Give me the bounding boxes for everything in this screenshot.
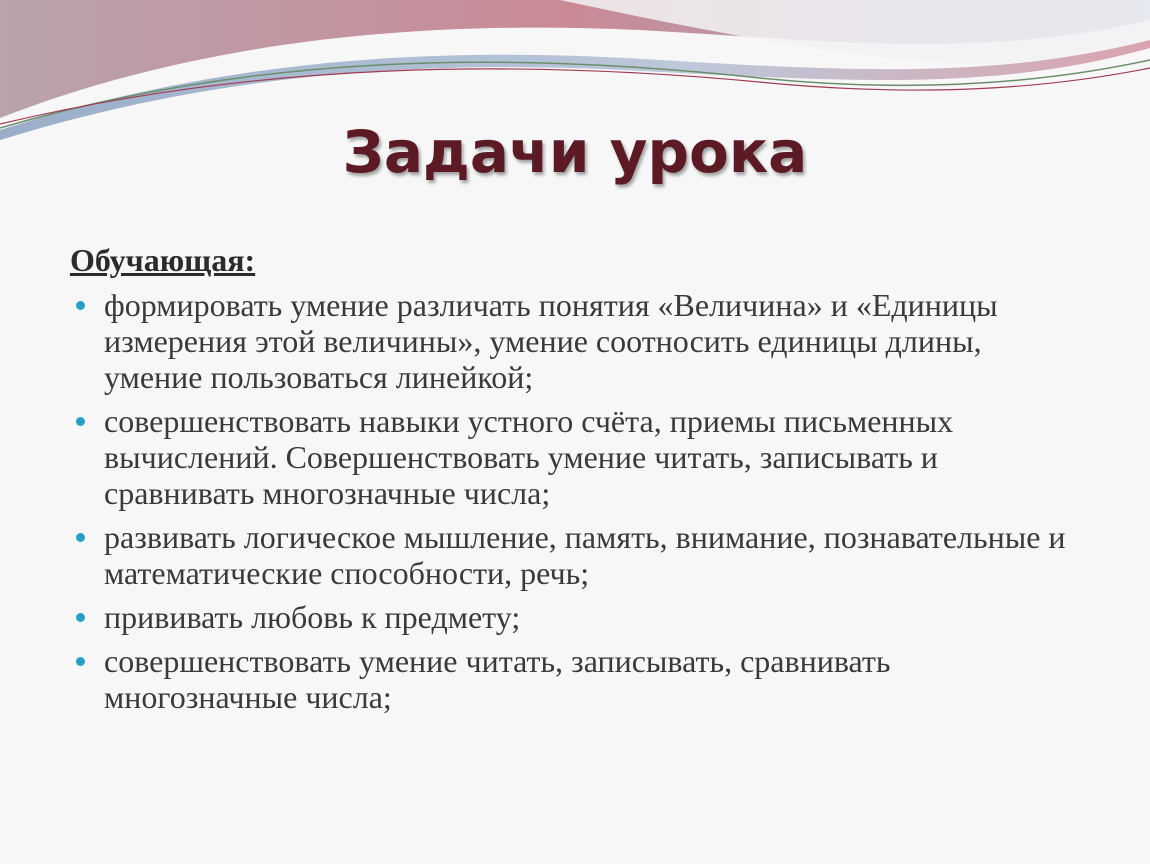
list-item xyxy=(70,643,1070,715)
list-item-text: развивать логическое мышление, память, внимание, познавательные и математические способности, речь; xyxy=(104,519,1066,591)
list-item xyxy=(70,403,1070,511)
bullet-icon xyxy=(76,657,85,666)
list-item xyxy=(70,519,1070,591)
bullet-icon xyxy=(76,533,85,542)
section-heading: Обучающая: xyxy=(70,242,256,278)
slide-body xyxy=(70,242,1070,723)
slide-title: Задачи урока xyxy=(342,118,808,186)
list-item xyxy=(70,287,1070,395)
bullet-icon xyxy=(76,613,85,622)
list-item-text: совершенствовать умение читать, записывать, сравнивать многозначные числа; xyxy=(104,643,891,715)
list-item-text: формировать умение различать понятия «Величина» и «Единицы измерения этой величины», умение соотносить единицы длины, умение пользоваться линейкой; xyxy=(104,287,998,395)
list-item-text: совершенствовать навыки устного счёта, приемы письменных вычислений. Совершенствовать умение читать, записывать и сравнивать многозначные числа; xyxy=(104,403,954,511)
bullet-icon xyxy=(76,417,85,426)
list-item-text: прививать любовь к предмету; xyxy=(104,599,521,635)
task-list xyxy=(70,287,1070,715)
bullet-icon xyxy=(76,301,85,310)
list-item xyxy=(70,599,1070,635)
